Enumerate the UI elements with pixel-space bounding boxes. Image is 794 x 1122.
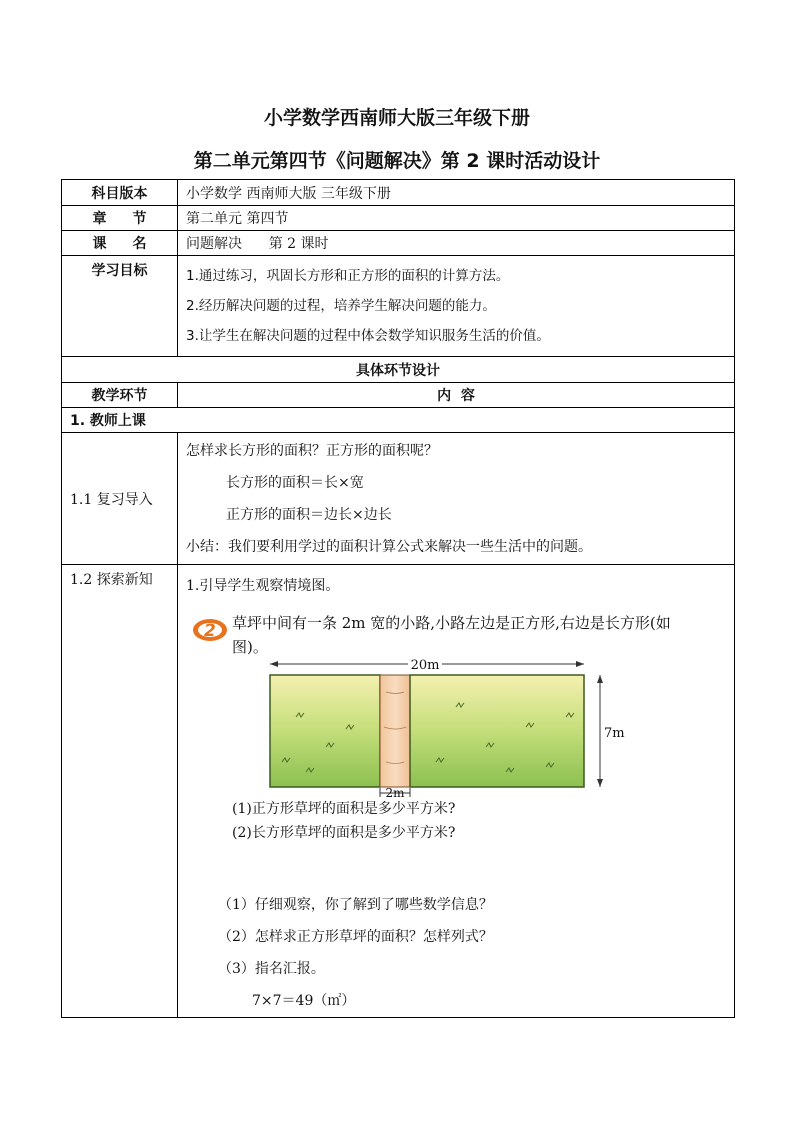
goal-item: 2.经历解决问题的过程，培养学生解决问题的能力。 xyxy=(186,298,496,314)
lesson-value: 问题解决 第 2 课时 xyxy=(178,231,735,256)
lesson-label-text: 课名 xyxy=(92,236,173,252)
problem-number-icon xyxy=(190,615,230,645)
question-item: (2)长方形草坪的面积是多少平方米? xyxy=(232,825,456,841)
chapter-value: 第二单元 第四节 xyxy=(178,206,735,231)
rectangle-lawn xyxy=(410,675,584,787)
explore-label: 1.2 探索新知 xyxy=(62,565,178,1018)
calc-line: 7×7＝49（㎡） xyxy=(252,993,356,1009)
goals-label: 学习目标 xyxy=(62,256,178,357)
review-line: 小结：我们要利用学过的面积计算公式来解决一些生活中的问题。 xyxy=(186,538,592,555)
section-1-heading: 1. 教师上课 xyxy=(62,408,735,433)
width-label: 20m xyxy=(410,658,440,673)
review-label: 1.1 复习导入 xyxy=(62,433,178,565)
subject-value: 小学数学 西南师大版 三年级下册 xyxy=(178,180,735,206)
explore-content xyxy=(178,565,735,1018)
review-content xyxy=(178,433,735,565)
path-width-label: 2m xyxy=(385,786,405,797)
goal-item: 1.通过练习，巩固长方形和正方形的面积的计算方法。 xyxy=(186,268,510,284)
design-header: 具体环节设计 xyxy=(62,357,735,383)
col-header-content: 内 容 xyxy=(178,383,735,408)
step-item: （1）仔细观察，你了解到了哪些数学信息？ xyxy=(218,897,493,913)
chapter-label-text: 章节 xyxy=(92,211,173,227)
subject-label: 科目版本 xyxy=(62,180,178,206)
document-title: 小学数学西南师大版三年级下册 xyxy=(263,107,530,129)
step-item: （2）怎样求正方形草坪的面积？怎样列式？ xyxy=(218,929,493,945)
goals-list xyxy=(178,256,735,357)
question-item: (1)正方形草坪的面积是多少平方米? xyxy=(232,801,456,817)
review-line: 怎样求长方形的面积？正方形的面积呢？ xyxy=(186,442,438,459)
explore-intro: 1.引导学生观察情境图。 xyxy=(186,578,340,594)
path-strip xyxy=(380,675,410,787)
square-lawn xyxy=(270,675,380,787)
svg-text:2: 2 xyxy=(204,621,216,641)
problem-questions xyxy=(186,797,726,845)
teaching-steps xyxy=(186,889,726,1017)
review-line: 正方形的面积＝边长×边长 xyxy=(226,506,392,523)
problem-text: 草坪中间有一条 2m 宽的小路,小路左边是正方形,右边是长方形(如图)。 xyxy=(232,614,671,656)
height-label: 7m xyxy=(604,726,625,741)
col-header-stage: 教学环节 xyxy=(62,383,178,408)
chapter-label xyxy=(62,206,178,231)
document-subtitle: 第二单元第四节《问题解决》第 2 课时活动设计 xyxy=(193,150,601,172)
goal-item: 3.让学生在解决问题的过程中体会数学知识服务生活的价值。 xyxy=(186,328,550,344)
lawn-diagram xyxy=(186,657,666,797)
review-line: 长方形的面积＝长×宽 xyxy=(226,474,364,491)
lesson-plan-table xyxy=(61,179,735,1018)
lesson-label xyxy=(62,231,178,256)
step-item: （3）指名汇报。 xyxy=(218,961,325,977)
lawn-problem-figure xyxy=(186,607,671,797)
